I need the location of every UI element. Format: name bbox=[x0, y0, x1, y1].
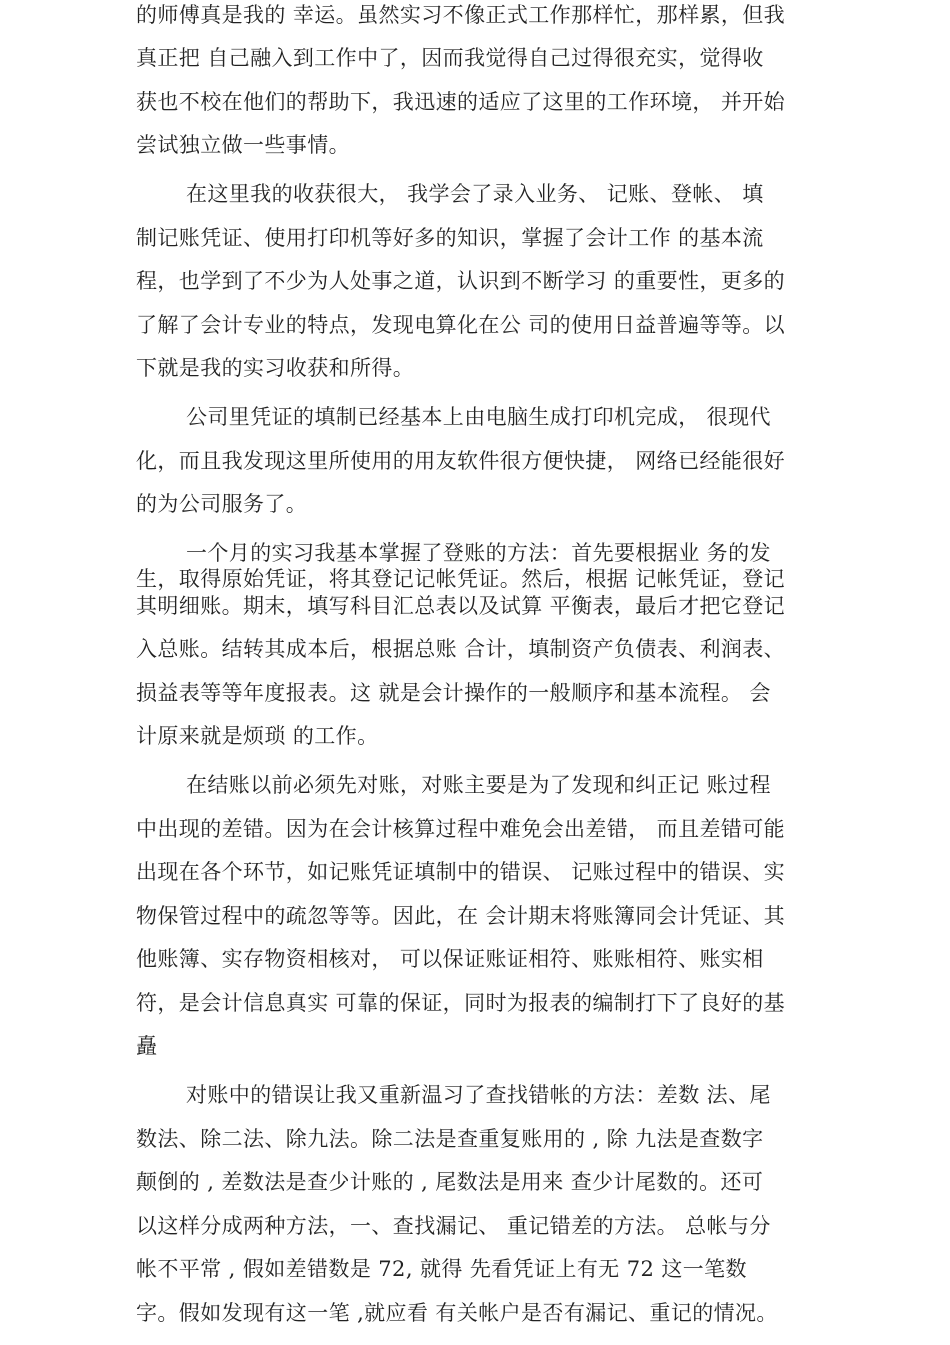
text-line: 字。假如发现有这一笔 ,就应看 有关帐户是否有漏记、重记的情况。 bbox=[136, 1301, 778, 1325]
text-line: 一个月的实习我基本掌握了登账的方法：首先要根据业 务的发 bbox=[186, 541, 771, 565]
text-line: 以这样分成两种方法，一、查找漏记、 重记错差的方法。 总帐与分 bbox=[136, 1214, 771, 1238]
text-line: 他账簿、实存物资相核对， 可以保证账证相符、账账相符、账实相 bbox=[136, 947, 764, 971]
text-line: 计原来就是烦琐 的工作。 bbox=[136, 724, 379, 748]
text-line: 矗 bbox=[136, 1034, 158, 1058]
text-line: 出现在各个环节，如记账凭证填制中的错误、 记账过程中的错误、实 bbox=[136, 860, 786, 884]
text-line: 损益表等等年度报表。这 就是会计操作的一般顺序和基本流程。 会 bbox=[136, 681, 771, 705]
text-line: 的为公司服务了。 bbox=[136, 492, 308, 516]
text-line: 在结账以前必须先对账，对账主要是为了发现和纠正记 账过程 bbox=[186, 773, 771, 797]
text-line: 的师傅真是我的 幸运。虽然实习不像正式工作那样忙，那样累，但我 bbox=[136, 3, 786, 27]
text-line: 制记账凭证、使用打印机等好多的知识，掌握了会计工作 的基本流 bbox=[136, 226, 764, 250]
text-line: 程，也学到了不少为人处事之道，认识到不断学习 的重要性，更多的 bbox=[136, 269, 786, 293]
text-line: 中出现的差错。因为在会计核算过程中难免会出差错， 而且差错可能 bbox=[136, 817, 786, 841]
text-line: 化，而且我发现这里所使用的用友软件很方便快捷， 网络已经能很好 bbox=[136, 449, 786, 473]
text-line: 数法、除二法、除九法。除二法是查重复账用的 , 除 九法是查数字 bbox=[136, 1127, 764, 1151]
text-line: 获也不校在他们的帮助下，我迅速的适应了这里的工作环境， 并开始 bbox=[136, 90, 786, 114]
text-line: 入总账。结转其成本后，根据总账 合计，填制资产负债表、利润表、 bbox=[136, 637, 786, 661]
text-line: 真正把 自己融入到工作中了，因而我觉得自己过得很充实，觉得收 bbox=[136, 46, 764, 70]
text-line: 了解了会计专业的特点，发现电算化在公 司的使用日益普遍等等。以 bbox=[136, 313, 786, 337]
text-line: 对账中的错误让我又重新温习了查找错帐的方法：差数 法、尾 bbox=[186, 1083, 771, 1107]
text-line: 生，取得原始凭证，将其登记记帐凭证。然后，根据 记帐凭证，登记 bbox=[136, 567, 786, 591]
text-line: 颠倒的 , 差数法是查少计账的 , 尾数法是用来 查少计尾数的。还可 bbox=[136, 1170, 764, 1194]
text-line: 帐不平常 , 假如差错数是 72, 就得 先看凭证上有无 72 这一笔数 bbox=[136, 1257, 747, 1281]
text-line: 其明细账。期末，填写科目汇总表以及试算 平衡表，最后才把它登记 bbox=[136, 594, 786, 618]
text-line: 符，是会计信息真实 可靠的保证，同时为报表的编制打下了良好的基 bbox=[136, 991, 786, 1015]
text-line: 公司里凭证的填制已经基本上由电脑生成打印机完成， 很现代 bbox=[186, 405, 771, 429]
text-line: 下就是我的实习收获和所得。 bbox=[136, 356, 415, 380]
text-line: 在这里我的收获很大， 我学会了录入业务、 记账、登帐、 填 bbox=[186, 182, 764, 206]
text-line: 物保管过程中的疏忽等等。因此，在 会计期末将账簿同会计凭证、其 bbox=[136, 904, 786, 928]
text-line: 尝试独立做一些事情。 bbox=[136, 133, 350, 157]
